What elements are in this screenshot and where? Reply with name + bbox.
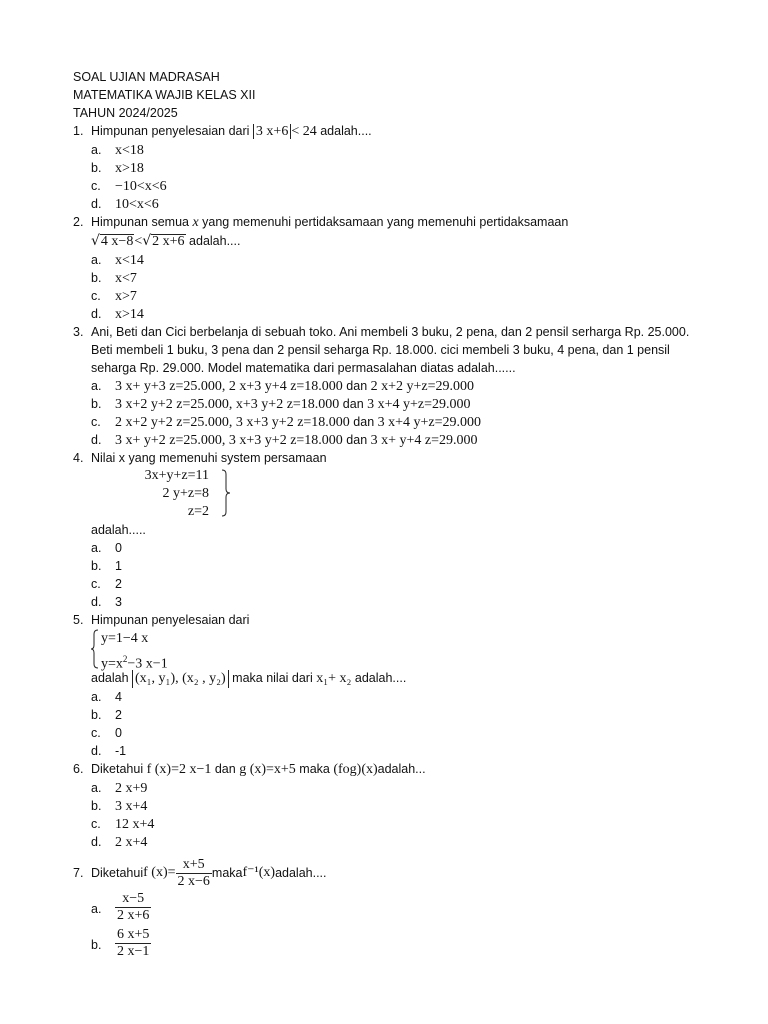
sqrt-expression-2: √2 x+6 [142,233,185,249]
option-d[interactable] [73,833,713,851]
option-expression: x>18 [115,161,144,176]
option-a[interactable] [73,779,713,797]
option-a[interactable] [73,688,713,706]
question-text: Ani, Beti dan Cici berbelanja di sebuah toko. Ani membeli 3 buku, 2 pena, dan 2 pensil serharga Rp. 25.000. Beti membeli 1 buku, 3 pena dan 2 pensil seharga Rp. 18.000. cici membeli 3 buku, 4 pena, dan 1 pensil seharga Rp. 29.000. Model matematika dari permasalahan diatas adalah...... [91,325,690,375]
option-a[interactable] [73,251,713,269]
option-label: d. [91,197,102,211]
option-b[interactable] [73,706,713,724]
option-label: d. [91,307,102,321]
option-c[interactable] [73,724,713,742]
question-3 [73,323,713,377]
option-a[interactable] [73,539,713,557]
option-b[interactable] [73,557,713,575]
question-tail: adalah.... [275,866,327,880]
right-brace-icon [221,469,231,517]
option-equation-3: 3 x+ y+4 z=29.000 [370,433,478,448]
option-expression: 10<x<6 [115,197,159,212]
question-text [91,122,713,141]
option-a[interactable] [73,891,713,927]
conjunction: dan [346,433,368,447]
question-tail: adalah.... [185,234,241,248]
option-c[interactable] [73,413,713,431]
question-text-pre: Diketahui [91,762,147,776]
option-b[interactable] [73,269,713,287]
option-label: c. [91,415,101,429]
option-expression: x>14 [115,307,144,322]
exam-subject: MATEMATIKA WAJIB KELAS XII [73,88,256,102]
question-text [91,213,713,232]
text-maka: maka [295,762,334,776]
option-expression: 2 [115,577,122,591]
less-than: < [134,234,143,249]
question-4 [73,449,713,539]
option-label: b. [91,938,102,952]
option-b[interactable] [73,927,713,963]
option-label: d. [91,595,102,609]
text-maka: maka [211,866,243,880]
question-2 [73,213,713,251]
question-number: 7. [73,866,84,880]
fraction: $\frac{x+5}{2 x-6}$ [177,856,210,889]
option-b[interactable] [73,395,713,413]
option-fraction: $\frac{x-5}{2 x+6}$ [117,891,150,923]
option-expression: 2 x+4 [115,835,148,850]
option-label: c. [91,817,101,831]
exam-title: SOAL UJIAN MADRASAH [73,70,220,84]
option-label: a. [91,781,102,795]
sqrt-inequality [91,232,713,251]
question-after: adalah..... [91,523,146,537]
option-label: a. [91,541,102,555]
option-label: b. [91,161,102,175]
option-equations: 3 x+ y+2 z=25.000, 3 x+3 y+2 z=18.000 [115,433,343,448]
question-6 [73,760,713,779]
option-fraction: $\frac{6 x+5}{2 x-1}$ [117,927,150,959]
function-lhs: f (x)= [143,865,176,880]
question-text: Himpunan penyelesaian dari [91,613,250,627]
equation-1: y=1−4 x [101,631,149,646]
option-label: c. [91,289,101,303]
question-number: 5. [73,613,84,627]
option-label: b. [91,799,102,813]
option-expression: -1 [115,744,127,758]
option-a[interactable] [73,141,713,159]
exam-year: TAHUN 2024/2025 [73,106,178,120]
option-d[interactable] [73,305,713,323]
option-label: b. [91,559,102,573]
option-d[interactable] [73,431,713,449]
option-label: a. [91,253,102,267]
option-label: d. [91,744,102,758]
option-expression: x<14 [115,253,144,268]
question-number: 1. [73,124,84,138]
equation-2: $y=x^2-3$ x−1 [101,654,168,672]
option-expression: x<7 [115,271,137,286]
equation-2: 2 y+z=8 [162,486,209,501]
option-expression: 0 [115,541,122,555]
option-label: c. [91,726,101,740]
question-number: 3. [73,325,84,339]
option-expression: 3 x+4 [115,799,148,814]
option-expression: 0 [115,726,122,740]
option-label: a. [91,379,102,393]
option-c[interactable] [73,287,713,305]
function-f: f (x)=2 x−1 [146,762,212,777]
sqrt-expression-1: √4 x−8 [91,233,134,249]
question-7 [73,855,713,891]
question-after [91,669,713,688]
option-expression: 2 x+9 [115,781,148,796]
option-equations: 3 x+ y+3 z=25.000, 2 x+3 y+4 z=18.000 [115,379,343,394]
option-expression: 3 [115,595,122,609]
option-a[interactable] [73,377,713,395]
option-label: a. [91,143,102,157]
option-expression: 2 [115,708,122,722]
question-number: 4. [73,451,84,465]
option-label: c. [91,577,101,591]
option-equation-3: 3 x+4 y+z=29.000 [367,397,471,412]
option-d[interactable] [73,195,713,213]
question-text-post: yang memenuhi pertidaksamaan yang memenuhi pertidaksamaan [198,215,569,229]
question-number: 2. [73,215,84,229]
equation-system [91,467,231,521]
question-1 [73,122,713,141]
inequality: < 24 [291,124,317,139]
conjunction: dan [346,379,368,393]
option-c[interactable] [73,815,713,833]
question-number: 6. [73,762,84,776]
composition: (fog)(x) [333,762,378,777]
function-g: g (x)=x+5 [239,762,296,777]
left-brace-icon [91,629,99,669]
question-text [91,760,713,779]
solution-set-expression: (x₁, y₁), (x₂ , y₂) [132,670,229,688]
option-equations: 2 x+2 y+2 z=25.000, 3 x+3 y+2 z=18.000 [115,415,350,430]
variable: x [192,215,199,230]
question-tail: adalah... [377,762,426,776]
option-equation-3: 3 x+4 y+z=29.000 [377,415,482,430]
option-label: d. [91,835,102,849]
option-c[interactable] [73,177,713,195]
question-text [91,855,713,891]
option-expression: −10<x<6 [115,179,167,194]
question-text-pre: Himpunan semua [91,215,193,229]
option-d[interactable] [73,742,713,760]
conjunction: dan [353,415,375,429]
option-label: b. [91,397,102,411]
text-adalah: adalah [91,671,133,685]
option-expression: 4 [115,690,122,704]
option-label: c. [91,179,101,193]
question-text-pre: Diketahui [91,866,144,880]
option-expression: 12 x+4 [115,817,155,832]
option-d[interactable] [73,593,713,611]
question-5 [73,611,713,688]
option-label: d. [91,433,102,447]
option-label: a. [91,690,102,704]
option-equations: 3 x+2 y+2 z=25.000, x+3 y+2 z=18.000 [115,397,340,412]
question-text-pre: Himpunan penyelesaian dari [91,124,253,138]
option-b[interactable] [73,159,713,177]
question-text: Nilai x yang memenuhi system persamaan [91,451,327,465]
option-equation-3: 2 x+2 y+z=29.000 [370,379,475,394]
option-b[interactable] [73,797,713,815]
option-label: b. [91,708,102,722]
option-expression: x<18 [115,143,144,158]
conjunction: dan [342,397,364,411]
option-expression: x>7 [115,289,137,304]
option-expression: 1 [115,559,122,573]
equation-3: z=2 [187,504,209,519]
inverse-function: f⁻¹(x) [242,865,276,880]
option-label: b. [91,271,102,285]
option-c[interactable] [73,575,713,593]
absolute-value-expression: 3 x+6 [253,124,291,139]
question-tail: adalah.... [351,671,407,685]
option-label: a. [91,902,102,916]
question-text-post: adalah.... [316,124,372,138]
document-page [73,68,713,963]
conjunction: dan [211,762,240,776]
text-maka: maka nilai dari [228,671,317,685]
sum-expression: x₁+ x₂ [316,671,352,686]
equation-system [91,629,713,672]
equation-1: 3x+y+z=11 [144,468,209,483]
